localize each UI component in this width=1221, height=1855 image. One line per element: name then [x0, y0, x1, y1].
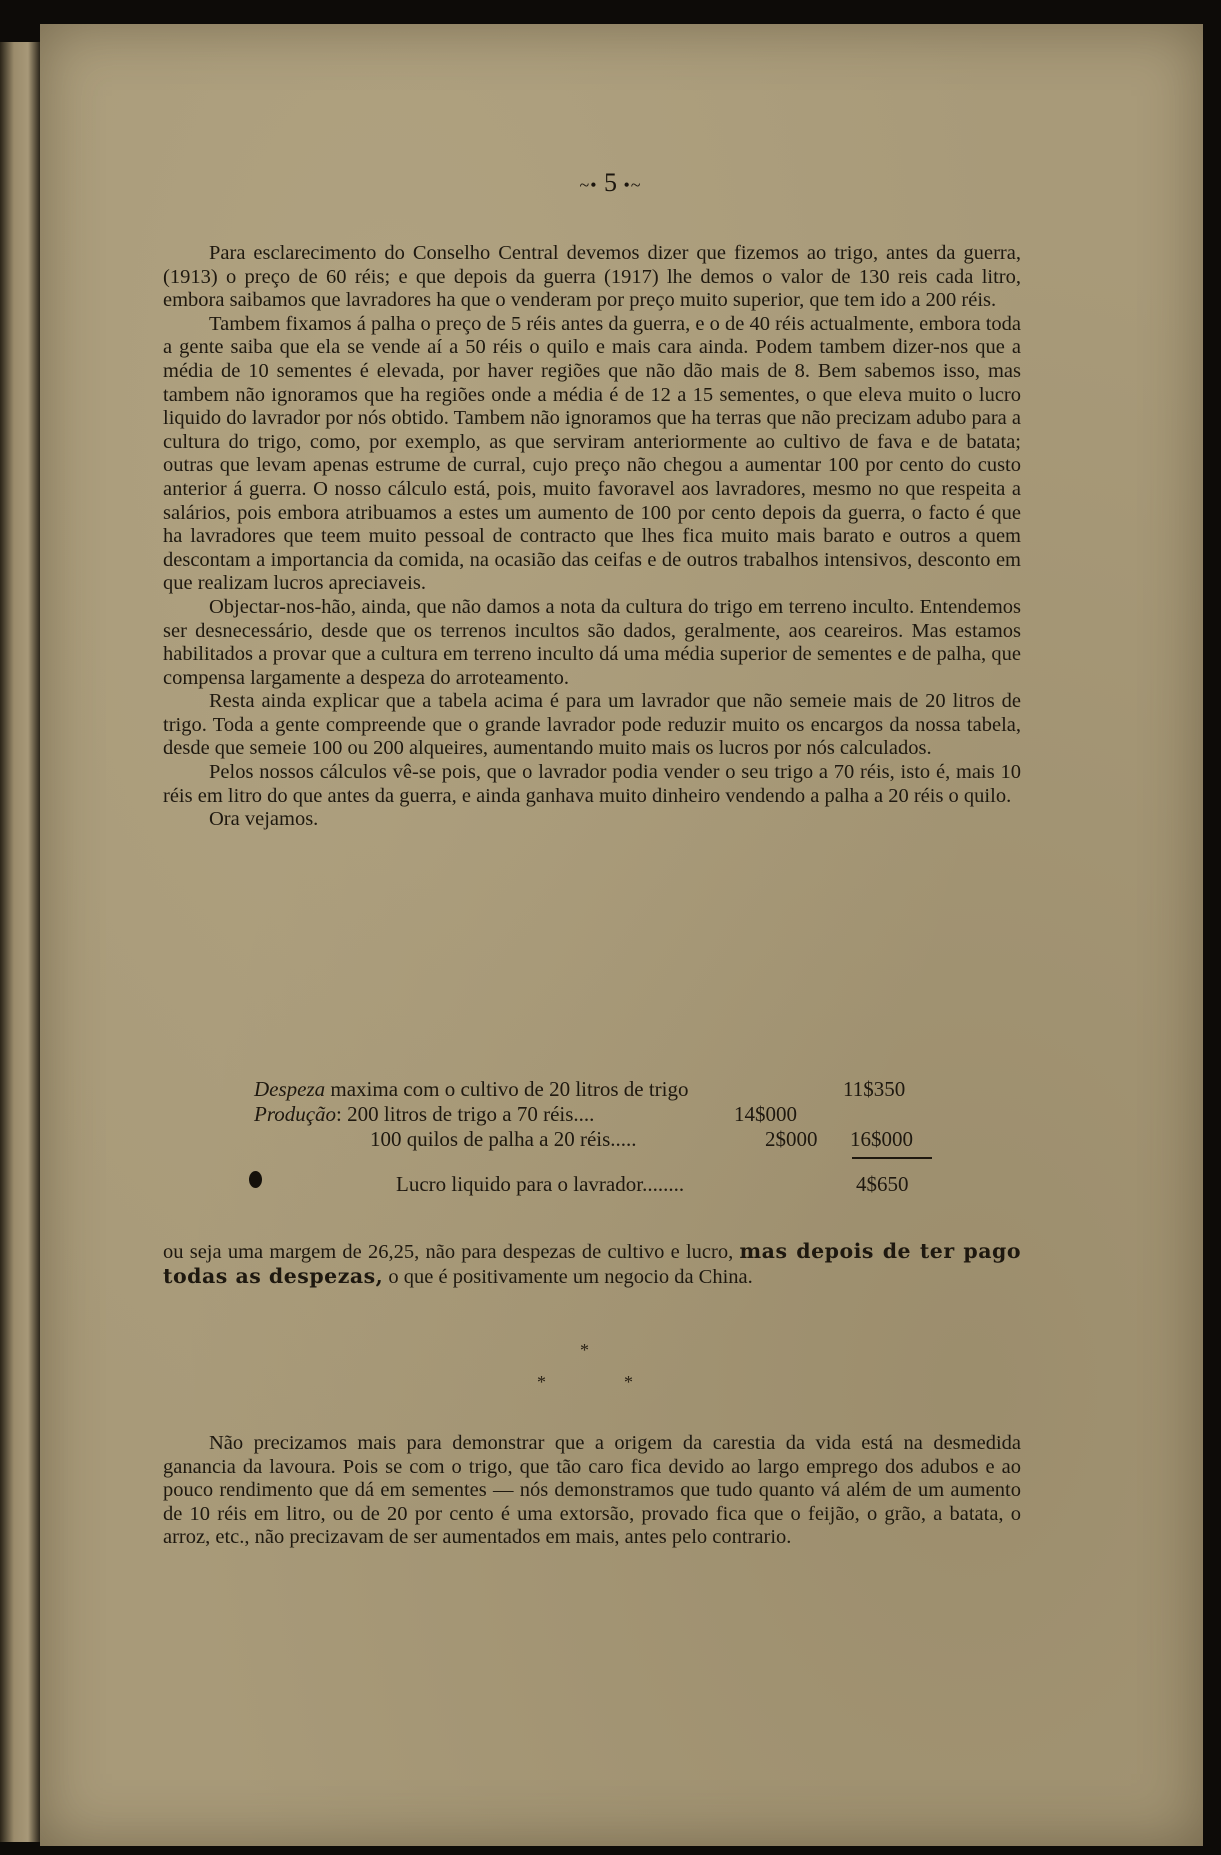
lucro-label: Lucro liquido para o lavrador........	[396, 1172, 685, 1196]
paragraph-terreno-inculto: Objectar-nos-hão, ainda, que não damos a nota da cultura do trigo em terreno inculto. Entendemos ser desnecessário, desde que os terrenos incultos são dados, geralmente, aos ceareiros. Mas estamos habilitados a provar que a cultura em terreno inculto dá uma média superior de sementes e de palha, que compensa largamente a despeza do arroteamento.	[163, 595, 1021, 689]
despeza-value: 11$350	[843, 1077, 906, 1101]
conclusion-paragraph	[163, 1240, 1021, 1289]
producao-label: Produção	[254, 1102, 337, 1126]
producao-line2: 100 quilos de palha a 20 réis.....	[370, 1127, 637, 1151]
producao-total: 16$000	[850, 1127, 913, 1151]
asterism-star-right: *	[624, 1372, 633, 1392]
final-text	[163, 1432, 1021, 1550]
producao-line1: : 200 litros de trigo a 70 réis....	[336, 1102, 595, 1126]
page-number-value: 5	[604, 168, 617, 197]
paragraph-ora-vejamos: Ora vejamos.	[209, 808, 319, 831]
conclusion-part2: o que é positivamente um negocio da China.	[388, 1265, 753, 1288]
asterism-star-left: *	[537, 1372, 546, 1392]
body-text	[163, 242, 1021, 832]
conclusion-part1: ou seja uma margem de 26,25, não para despezas de cultivo e lucro,	[163, 1241, 734, 1263]
paragraph-calculos: Pelos nossos cálculos vê-se pois, que o lavrador podia vender o seu trigo a 70 réis, isto é, mais 10 réis em litro do que antes da guerra, e ainda ganhava muito dinheiro vendendo a palha a 20 réis o quilo.	[163, 761, 1021, 807]
lucro-value: 4$650	[856, 1172, 909, 1196]
final-paragraph: Não precizamos mais para demonstrar que a origem da carestia da vida está na desmedida ganancia da lavoura. Pois se com o trigo, que tão caro fica devido ao largo emprego dos adubos e ao pouco rendimento que dá em sementes — nós demonstramos que tudo quanto vá além de um aumento de 10 réis em litro, ou de 20 por cento é uma extorsão, provado fica que o feijão, o grão, a batata, o arroz, etc., não precizavam de ser aumentados em mais, antes pelo contrario.	[163, 1432, 1021, 1549]
despeza-label: Despeza	[254, 1077, 326, 1101]
conclusion-text	[163, 1240, 1021, 1289]
ornament-right: •~	[623, 175, 642, 195]
paragraph-tabela: Resta ainda explicar que a tabela acima é para um lavrador que não semeie mais de 20 litros de trigo. Toda a gente compreende que o grande lavrador pode reduzir muito os encargos da nossa tabela, desde que semeie 100 ou 200 alqueires, aumentando muito mais os lucros por nós calculados.	[163, 690, 1021, 760]
producao-line1-value: 14$000	[734, 1102, 797, 1126]
conclusion-emphasis: mas depois de ter pago todas as despezas,	[163, 1239, 1021, 1288]
page-number	[0, 168, 1221, 198]
producao-line2-value: 2$000	[765, 1127, 818, 1151]
despeza-text: maxima com o cultivo de 20 litros de trigo	[330, 1077, 689, 1101]
paragraph-conselho-central: Para esclarecimento do Conselho Central devemos dizer que fizemos ao trigo, antes da guerra, (1913) o preço de 60 réis; e que depois da guerra (1917) lhe demos o valor de 130 reis cada litro, embora saibamos que lavradores ha que o venderam por preço muito superior, que tem ido a 200 réis.	[163, 242, 1021, 312]
asterism-star-top: *	[580, 1340, 589, 1360]
paragraph-palha: Tambem fixamos á palha o preço de 5 réis antes da guerra, e o de 40 réis actualmente, embora toda a gente saiba que ela se vende aí a 50 réis o quilo e mais cara ainda. Podem tambem dizer-nos que a média de 10 sementes é elevada, por haver regiões que não dão mais de 8. Bem sabemos isso, mas tambem não ignoramos que ha regiões onde a média é de 12 a 15 sementes, o que eleva muito o lucro liquido do lavrador por nós obtido. Tambem não ignoramos que ha terras que não precizam adubo para a cultura do trigo, como, por exemplo, as que serviram anteriormente ao cultivo de fava e de batata; outras que levam apenas estrume de curral, cujo preço não chegou a aumentar 100 por cento do custo anterior á guerra. O nosso cálculo está, pois, muito favoravel aos lavradores, mesmo no que respeita a salários, pois embora atribuamos a estes um aumento de 100 por cento depois da guerra, o facto é que ha lavradores que teem muito pessoal de contracto que lhes fica muito mais barato e outros a quem descontam a importancia da comida, na ocasião das ceifas e de outros trabalhos intensivos, desconto em que realizam lucros apreciaveis.	[163, 312, 1021, 595]
left-page-edge	[0, 42, 40, 1842]
ornament-left: ~•	[579, 175, 598, 195]
